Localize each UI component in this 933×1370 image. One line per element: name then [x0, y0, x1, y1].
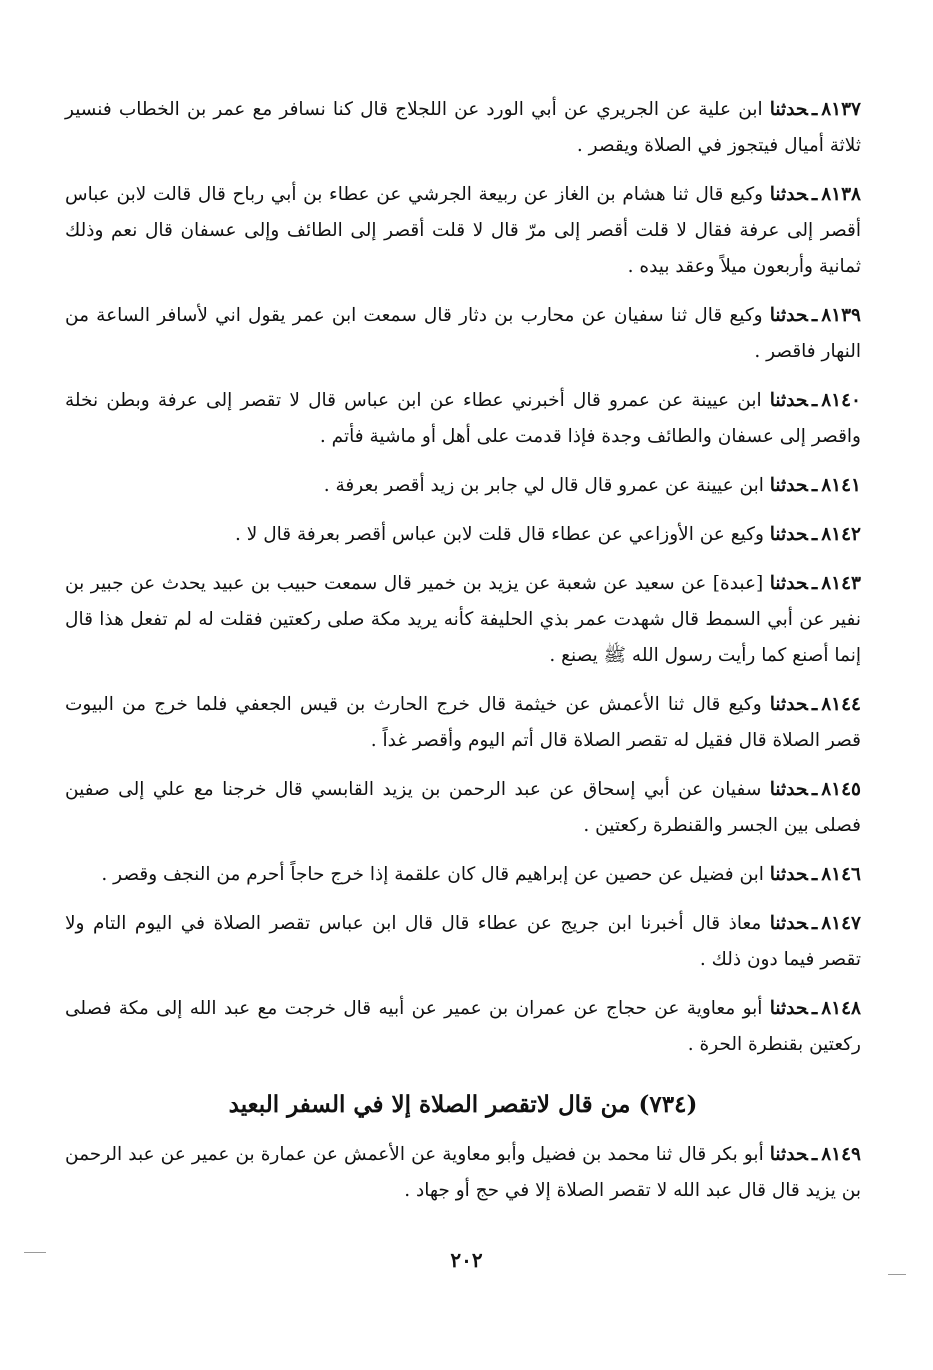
- hadith-lead-word: حدثنا: [769, 1144, 808, 1165]
- hadith-text: ابن فضيل عن حصين عن إبراهيم قال كان علقمة إذا خرج حاجاً أحرم من النجف وقصر .: [101, 864, 764, 885]
- hadith-number: ٨١٤٧: [821, 913, 861, 934]
- chapter-heading: (٧٣٤) من قال لاتقصر الصلاة إلا في السفر البعيد: [228, 1091, 698, 1118]
- hadith-lead-word: حدثنا: [769, 998, 808, 1019]
- hadith-text: وكيع قال ثنا هشام بن الغاز عن ربيعة الجرشي عن عطاء بن أبي رباح قال قالت لابن عباس أقصر إلى عرفة فقال لا قلت أقصر إلى مرّ قال لا قلت أقصر إلى الطائف وإلى عسفان قال نعم وذلك ثمانية وأربعون ميلاً وعقد بيده .: [65, 184, 861, 277]
- hadith-lead-word: حدثنا: [769, 524, 808, 545]
- margin-mark: [24, 1252, 46, 1253]
- margin-mark: [888, 1274, 906, 1275]
- separator-dash: ـ: [811, 390, 818, 411]
- hadith-number: ٨١٤٨: [821, 998, 861, 1019]
- hadith-entry: [65, 906, 861, 978]
- hadith-entry: [65, 92, 861, 164]
- hadith-text: أبو بكر قال ثنا محمد بن فضيل وأبو معاوية عن الأعمش عن عمارة بن عمير عن عبد الرحمن بن يزيد قال قال عبد الله لا تقصر الصلاة إلا في حج أو جهاد .: [65, 1144, 861, 1201]
- hadith-lead-word: حدثنا: [769, 390, 808, 411]
- hadith-text: ابن عيينة عن عمرو قال قال لي جابر بن زيد أقصر بعرفة .: [323, 475, 764, 496]
- hadith-lead-word: حدثنا: [769, 694, 808, 715]
- hadith-list: [65, 92, 861, 1063]
- hadith-text: معاذ قال أخبرنا ابن جريج عن عطاء قال قال ابن عباس تقصر الصلاة في اليوم التام ولا تقصر فيما دون ذلك .: [65, 913, 861, 970]
- document-body: [65, 92, 861, 1222]
- separator-dash: ـ: [811, 475, 818, 496]
- separator-dash: ـ: [811, 573, 818, 594]
- hadith-entry: [65, 383, 861, 455]
- separator-dash: ـ: [811, 99, 818, 120]
- hadith-entry: [65, 1137, 861, 1209]
- hadith-number: ٨١٣٩: [821, 305, 861, 326]
- separator-dash: ـ: [811, 998, 818, 1019]
- hadith-entry: [65, 772, 861, 844]
- hadith-number: ٨١٤٩: [821, 1144, 861, 1165]
- hadith-text: ابن علية عن الجريري عن أبي الورد عن اللجلاج قال كنا نسافر مع عمر بن الخطاب فنسير ثلاثة أميال فيتجوز في الصلاة ويقصر .: [65, 99, 861, 156]
- separator-dash: ـ: [811, 305, 818, 326]
- chapter-hadith-list: [65, 1137, 861, 1209]
- hadith-text: وكيع قال ثنا سفيان عن محارب بن دثار قال سمعت ابن عمر يقول اني لأسافر الساعة من النهار فاقصر .: [65, 305, 861, 362]
- separator-dash: ـ: [811, 779, 818, 800]
- hadith-entry: [65, 468, 861, 504]
- hadith-number: ٨١٤١: [821, 475, 861, 496]
- hadith-number: ٨١٣٧: [821, 99, 861, 120]
- hadith-number: ٨١٣٨: [821, 184, 861, 205]
- hadith-lead-word: حدثنا: [769, 573, 808, 594]
- hadith-lead-word: حدثنا: [769, 184, 808, 205]
- hadith-text: سفيان عن أبي إسحاق عن عبد الرحمن بن يزيد القابسي قال خرجنا مع علي إلى صفين فصلى بين الجسر والقنطرة ركعتين .: [65, 779, 861, 836]
- separator-dash: ـ: [811, 184, 818, 205]
- hadith-entry: [65, 857, 861, 893]
- hadith-entry: [65, 298, 861, 370]
- hadith-number: ٨١٤٤: [821, 694, 861, 715]
- hadith-entry: [65, 687, 861, 759]
- separator-dash: ـ: [811, 524, 818, 545]
- hadith-text: أبو معاوية عن حجاج عن عمران بن عمير عن أبيه قال خرجت مع عبد الله إلى مكة فصلى ركعتين بقنطرة الحرة .: [65, 998, 861, 1055]
- page-number: ٢٠٢: [450, 1248, 483, 1272]
- hadith-number: ٨١٤٢: [821, 524, 861, 545]
- hadith-text: [عبدة] عن سعيد عن شعبة عن يزيد بن خمير قال سمعت حبيب بن عبيد يحدث عن جبير بن نفير عن أبي السمط قال شهدت عمر بذي الحليفة كأنه يريد مكة صلى ركعتين فقلت له لم تفعل هذا قال إنما أصنع كما رأيت رسول الله ﷺ يصنع .: [65, 573, 861, 666]
- hadith-lead-word: حدثنا: [769, 305, 808, 326]
- hadith-number: ٨١٤٣: [821, 573, 861, 594]
- hadith-number: ٨١٤٥: [821, 779, 861, 800]
- hadith-lead-word: حدثنا: [769, 864, 808, 885]
- hadith-text: وكيع قال ثنا الأعمش عن خيثمة قال خرج الحارث بن قيس الجعفي فلما خرج من البيوت قصر الصلاة قال فقيل له تقصر الصلاة قال أتم اليوم وأقصر غداً .: [65, 694, 861, 751]
- hadith-number: ٨١٤٠: [821, 390, 861, 411]
- hadith-text: ابن عيينة عن عمرو قال أخبرني عطاء عن ابن عباس قال لا تقصر إلى عرفة وبطن نخلة واقصر إلى عسفان والطائف وجدة فإذا قدمت على أهل أو ماشية فأتم .: [65, 390, 861, 447]
- hadith-lead-word: حدثنا: [769, 99, 808, 120]
- separator-dash: ـ: [811, 694, 818, 715]
- hadith-entry: [65, 566, 861, 674]
- hadith-lead-word: حدثنا: [769, 779, 808, 800]
- hadith-number: ٨١٤٦: [821, 864, 861, 885]
- hadith-text: وكيع عن الأوزاعي عن عطاء قال قلت لابن عباس أقصر بعرفة قال لا .: [235, 524, 764, 545]
- hadith-lead-word: حدثنا: [769, 475, 808, 496]
- separator-dash: ـ: [811, 913, 818, 934]
- hadith-entry: [65, 991, 861, 1063]
- separator-dash: ـ: [811, 864, 818, 885]
- separator-dash: ـ: [811, 1144, 818, 1165]
- hadith-entry: [65, 517, 861, 553]
- hadith-lead-word: حدثنا: [769, 913, 808, 934]
- hadith-entry: [65, 177, 861, 285]
